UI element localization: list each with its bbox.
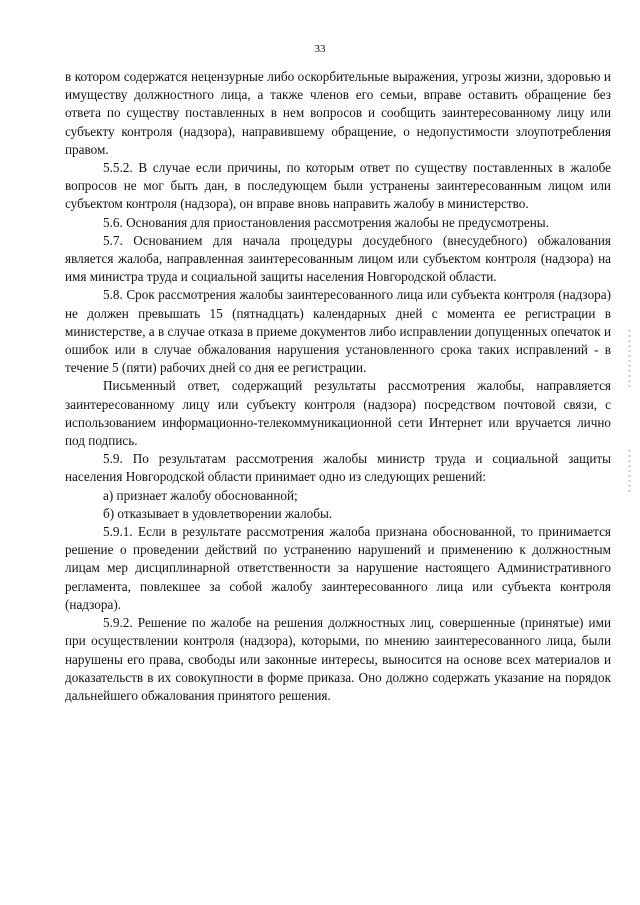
- paragraph-5-5-2: 5.5.2. В случае если причины, по которым ответ по существу поставленных в жалобе вопросов не мог быть дан, в последующем были устранены заинтересованным лицом или субъектом контроля (надзора), он вправе вновь направить жалобу в министерство.: [65, 160, 611, 212]
- document-body: [65, 68, 611, 705]
- scan-margin-mark: [628, 450, 631, 495]
- paragraph-5-8: 5.8. Срок рассмотрения жалобы заинтересованного лица или субъекта контроля (надзора) не должен превышать 15 (пятнадцать) календарных дней с момента ее регистрации в министерстве, а в случае отказа в приеме документов либо исправлении допущенных опечаток и ошибок или в случае обжалования нарушения установленного срока таких исправлений - в течение 5 (пяти) рабочих дней со дня ее регистрации.: [65, 287, 611, 376]
- list-item-b: б) отказывает в удовлетворении жалобы.: [103, 505, 333, 521]
- paragraph-5-9-2: 5.9.2. Решение по жалобе на решения должностных лиц, совершенные (принятые) ими при осуществлении контроля (надзора), которыми, по мнению заинтересованного лица, были нарушены его права, свободы или законные интересы, выносится на основе всех материалов и доказательств в их совокупности в форме приказа. Оно должно содержать указание на порядок дальнейшего обжалования принятого решения.: [65, 615, 611, 703]
- page-number: 33: [314, 43, 326, 55]
- paragraph-5-9: 5.9. По результатам рассмотрения жалобы министр труда и социальной защиты населения Новгородской области принимает одно из следующих решений:: [65, 451, 611, 485]
- paragraph-5-9-1: 5.9.1. Если в результате рассмотрения жалоба признана обоснованной, то принимается решение о проведении действий по устранению нарушений и применению к должностным лицам мер дисциплинарной ответственности за нарушение настоящего Административного регламента, повлекшее за собой жалобу заинтересованного лица или субъекта контроля (надзора).: [65, 524, 611, 612]
- paragraph-5-7: 5.7. Основанием для начала процедуры досудебного (внесудебного) обжалования является жалоба, направленная заинтересованным лицом или субъектом контроля (надзора) на имя министра труда и социальной защиты населения Новгородской области.: [65, 232, 611, 285]
- scan-margin-mark: [628, 330, 631, 390]
- paragraph-continuation: в котором содержатся нецензурные либо оскорбительные выражения, угрозы жизни, здоровью и имуществу должностного лица, а также членов его семьи, вправе оставить обращение без ответа по существу поставленных в нем вопросов и сообщить заинтересованному лицу или субъекту контроля (надзора), направившему обращение, о недопустимости злоупотребления правом.: [65, 69, 611, 157]
- paragraph-5-6: 5.6. Основания для приостановления рассмотрения жалобы не предусмотрены.: [103, 214, 549, 230]
- list-item-a: а) признает жалобу обоснованной;: [103, 487, 298, 503]
- paragraph-written-response: Письменный ответ, содержащий результаты рассмотрения жалобы, направляется заинтересованному лицу или субъекту контроля (надзора) посредством почтовой связи, с использованием информационно-телекоммуникационной сети Интернет или вручается лично под подпись.: [65, 378, 611, 449]
